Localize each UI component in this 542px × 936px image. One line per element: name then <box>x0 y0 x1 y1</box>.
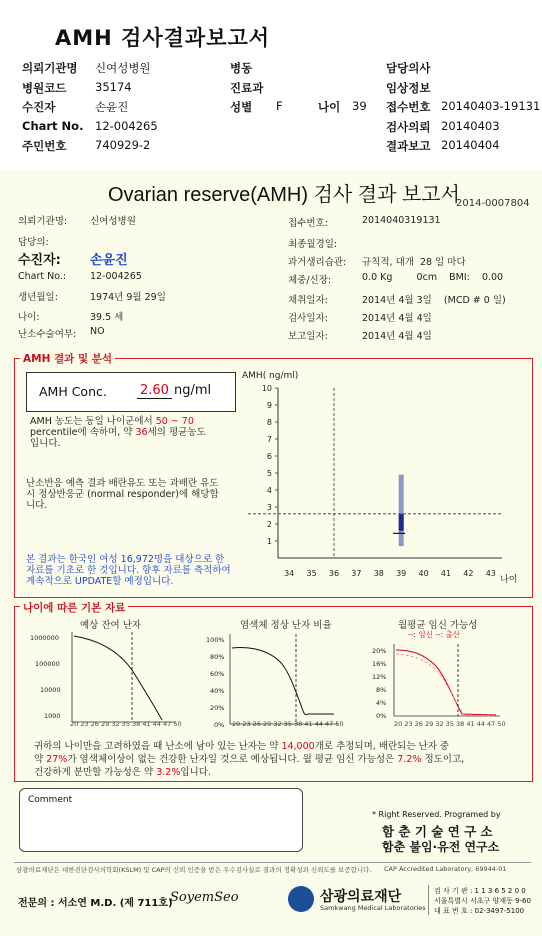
patient-info-label: 담당의: <box>18 237 49 248</box>
page-title: AMH 검사결과보고서 <box>55 26 271 50</box>
y-tick-label: 3 <box>266 503 272 512</box>
chart1-title: 예상 잔여 난자 <box>80 620 142 631</box>
c1-ytick: 100000 <box>35 660 60 668</box>
program-line: * Right Reserved. Programed by <box>372 810 501 819</box>
program-org1: 함 춘 기 술 연 구 소 <box>382 824 493 839</box>
header-label: 결과보고 <box>386 139 431 153</box>
patient-info-value: 12-004265 <box>90 271 142 282</box>
foundation-name-en: Samkwang Medical Laboratories <box>320 904 426 912</box>
amh-age-chart <box>238 366 528 588</box>
header-value: 740929-2 <box>95 138 151 152</box>
patient-info-value: 규칙적, 대개 28 일 마다 <box>362 257 466 268</box>
y-tick-label: 2 <box>266 520 272 529</box>
c2-curve <box>232 648 334 715</box>
y-tick-label: 10 <box>261 384 272 393</box>
c3-ytick: 12% <box>372 673 387 681</box>
c2-ytick: 0% <box>214 721 225 729</box>
program-org2: 함춘 불임·유전 연구소 <box>382 840 500 854</box>
patient-info-label: 최종월경일: <box>288 239 338 250</box>
header-label: 진료과 <box>230 81 264 95</box>
header-value: 신여성병원 <box>95 61 151 75</box>
footer-separator <box>428 885 429 915</box>
header-label: 성별 <box>230 100 253 114</box>
x-tick-label: 38 <box>373 569 384 578</box>
footer-cap: CAP Accredited Laboratory, 69944-01 <box>384 865 507 873</box>
x-tick-label: 41 <box>440 569 452 578</box>
y-tick-label: 9 <box>266 401 272 410</box>
patient-info-value: 1974년 9월 29일 <box>90 292 166 303</box>
y-tick-label: 7 <box>266 435 272 444</box>
c1-ytick: 1000 <box>44 712 61 720</box>
patient-info-label: 난소수술여부: <box>18 329 77 340</box>
c2-ytick: 80% <box>210 653 225 661</box>
c3-ytick: 0% <box>376 712 387 720</box>
patient-info-label: 생년월일: <box>18 292 58 303</box>
chart3-legend: --: 임신 --: 출산 <box>408 630 461 639</box>
normal-range-bar <box>399 475 404 546</box>
c3-curve-pregnancy <box>396 650 496 715</box>
y-tick-label: 6 <box>266 452 272 461</box>
amh-note-text: 본 결과는 한국인 여성 16,972명을 대상으로 한 자료를 기초로 한 것입니다. 향후 자료를 축적하여 계속적으로 UPDATE할 예정입니다. <box>26 554 231 587</box>
header-value: 35174 <box>95 80 132 94</box>
header-label: 담당의사 <box>386 61 431 75</box>
remaining-eggs-chart <box>28 628 178 732</box>
report-number: 2014-0007804 <box>456 198 530 209</box>
foundation-logo-icon <box>288 886 314 912</box>
patient-info-value: 0.0 Kg 0cm BMI: 0.00 <box>362 272 504 283</box>
patient-info-value: 2014년 4월 4일 <box>362 331 432 342</box>
patient-info-label: 과거생리습관: <box>288 257 347 268</box>
c3-ytick: 20% <box>372 647 387 655</box>
header-value: F <box>276 99 283 113</box>
c2-ytick: 20% <box>210 704 225 712</box>
amh-conc-value: 2.60 <box>137 383 172 399</box>
c3-ytick: 8% <box>376 686 387 694</box>
header-label: Chart No. <box>22 119 84 133</box>
header-label: 의뢰기관명 <box>22 61 78 75</box>
patient-info-value: 2014년 4월 4일 <box>362 313 432 324</box>
chart3-title: 월평균 임신 가능성 <box>398 620 478 631</box>
y-tick-label: 4 <box>266 486 272 495</box>
chart2-title: 염색체 정상 난자 비율 <box>240 620 332 631</box>
amh-conc-box <box>26 372 236 412</box>
age-section-title: 나이에 따른 기본 자료 <box>20 600 128 615</box>
header-label: 접수번호 <box>386 100 431 114</box>
chart-xlabel: 나이 <box>500 575 518 585</box>
c3-ytick: 4% <box>376 699 387 707</box>
x-tick-label: 35 <box>306 569 317 578</box>
c1-ytick: 1000000 <box>30 634 59 642</box>
patient-info-label: 보고일자: <box>288 331 328 342</box>
header-label: 병원코드 <box>22 81 67 95</box>
chart-ylabel: AMH( ng/ml) <box>242 371 299 381</box>
normal-eggs-chart <box>200 628 340 732</box>
header-label: 주민번호 <box>22 139 67 153</box>
header-value: 20140403-19131 <box>441 99 541 113</box>
patient-info-value: 손윤진 <box>90 253 128 268</box>
patient-info-value: 2014040319131 <box>362 215 441 226</box>
patient-info-value: NO <box>90 326 105 337</box>
footer-note: 삼광의료재단은 대한진단검사의학회(KSLM) 및 CAP의 신뢰 인증을 받은 우수검사실로 결과의 정확성과 신뢰도를 보증합니다. <box>16 866 372 874</box>
header-label: 임상정보 <box>386 81 431 95</box>
x-tick-label: 40 <box>418 569 429 578</box>
x-tick-label: 39 <box>396 569 407 578</box>
c3-curve-birth <box>396 654 496 716</box>
patient-info-label: 체중/신장: <box>288 275 332 286</box>
patient-info-label: Chart No.: <box>18 271 67 282</box>
header-value: 39 <box>352 99 367 113</box>
pregnancy-chart <box>366 640 502 732</box>
amh-conc-label: AMH Conc. <box>39 384 107 399</box>
c1-ytick: 10000 <box>40 686 61 694</box>
patient-info-label: 나이: <box>18 312 40 323</box>
header-value: 12-004265 <box>95 119 158 133</box>
foundation-name: 삼광의료재단 <box>320 889 402 905</box>
y-tick-label: 1 <box>266 537 272 546</box>
c1-xticks: 20 23 26 29 32 35 38 41 44 47 50 <box>70 720 182 728</box>
x-tick-label: 37 <box>351 569 362 578</box>
patient-info-label: 접수번호: <box>288 218 328 229</box>
patient-info-value: 39.5 세 <box>90 312 124 323</box>
c3-ytick: 16% <box>372 660 387 668</box>
header-value: 손윤진 <box>95 100 129 114</box>
c2-xticks: 20 23 26 29 32 35 38 41 44 47 50 <box>232 720 344 728</box>
c2-ytick: 60% <box>210 670 225 678</box>
patient-info-label: 의뢰기관명: <box>18 216 68 227</box>
result-bar <box>399 514 404 531</box>
c2-ytick: 100% <box>206 636 225 644</box>
amh-response-text: 난소반응 예측 결과 배란유도 또는 과배란 유도시 정상반응군 (normal responder)에 해당합니다. <box>26 478 219 511</box>
amh-conc-unit: ng/ml <box>174 383 212 398</box>
amh-section-title: AMH 결과 및 분석 <box>20 351 115 366</box>
header-label: 병동 <box>230 61 253 75</box>
footer-doctor: 전문의 : 서소연 M.D. (제 711호) <box>18 898 173 909</box>
x-tick-label: 36 <box>328 569 340 578</box>
foundation-contact: 검 사 기 관 : 1 1 3 6 5 2 0 0 서울특별시 서초구 양재동 9-60 대 표 번 호 : 02-3497-5100 <box>434 887 531 915</box>
x-tick-label: 42 <box>463 569 474 578</box>
report-title: Ovarian reserve(AMH) 검사 결과 보고서 <box>108 184 460 206</box>
x-tick-label: 43 <box>485 569 496 578</box>
header-label: 나이 <box>318 100 341 114</box>
c1-curve <box>74 636 162 720</box>
patient-info-label: 검사일자: <box>288 313 328 324</box>
header-value: 20140404 <box>441 138 500 152</box>
y-tick-label: 8 <box>266 418 272 427</box>
c2-ytick: 40% <box>210 687 225 695</box>
header-value: 20140403 <box>441 119 500 133</box>
patient-info-label: 수진자: <box>18 253 61 268</box>
header-label: 수진자 <box>22 100 56 114</box>
age-summary-text: 귀하의 나이만을 고려하였을 때 난소에 남아 있는 난자는 약 14,000개로 추정되며, 배란되는 난자 중 약 27%가 염색체이상이 없는 건강한 난자일 것으로 예상됩니다. 월 평균 임신 가능성은 7.2% 정도이고, 건강하게 분만할 가능성은 약 3.2%입니다. <box>34 741 465 778</box>
patient-info-value: 2014년 4월 3일 (MCD # 0 일) <box>362 295 506 306</box>
footer-divider <box>14 862 531 863</box>
header-label: 검사의뢰 <box>386 120 431 134</box>
patient-info-value: 신여성병원 <box>90 216 136 227</box>
doctor-signature: SoyemSeo <box>170 890 239 905</box>
c3-xticks: 20 23 26 29 32 35 38 41 44 47 50 <box>394 720 506 728</box>
x-tick-label: 34 <box>284 569 295 578</box>
y-tick-label: 5 <box>266 469 272 478</box>
comment-box <box>19 788 303 852</box>
amh-percentile-text: AMH 농도는 동일 나이군에서 50 ~ 70 percentile에 속하며, 약 36세의 평균농도 입니다. <box>30 416 206 449</box>
patient-info-label: 채취일자: <box>288 295 328 306</box>
comment-label: Comment <box>28 795 73 805</box>
